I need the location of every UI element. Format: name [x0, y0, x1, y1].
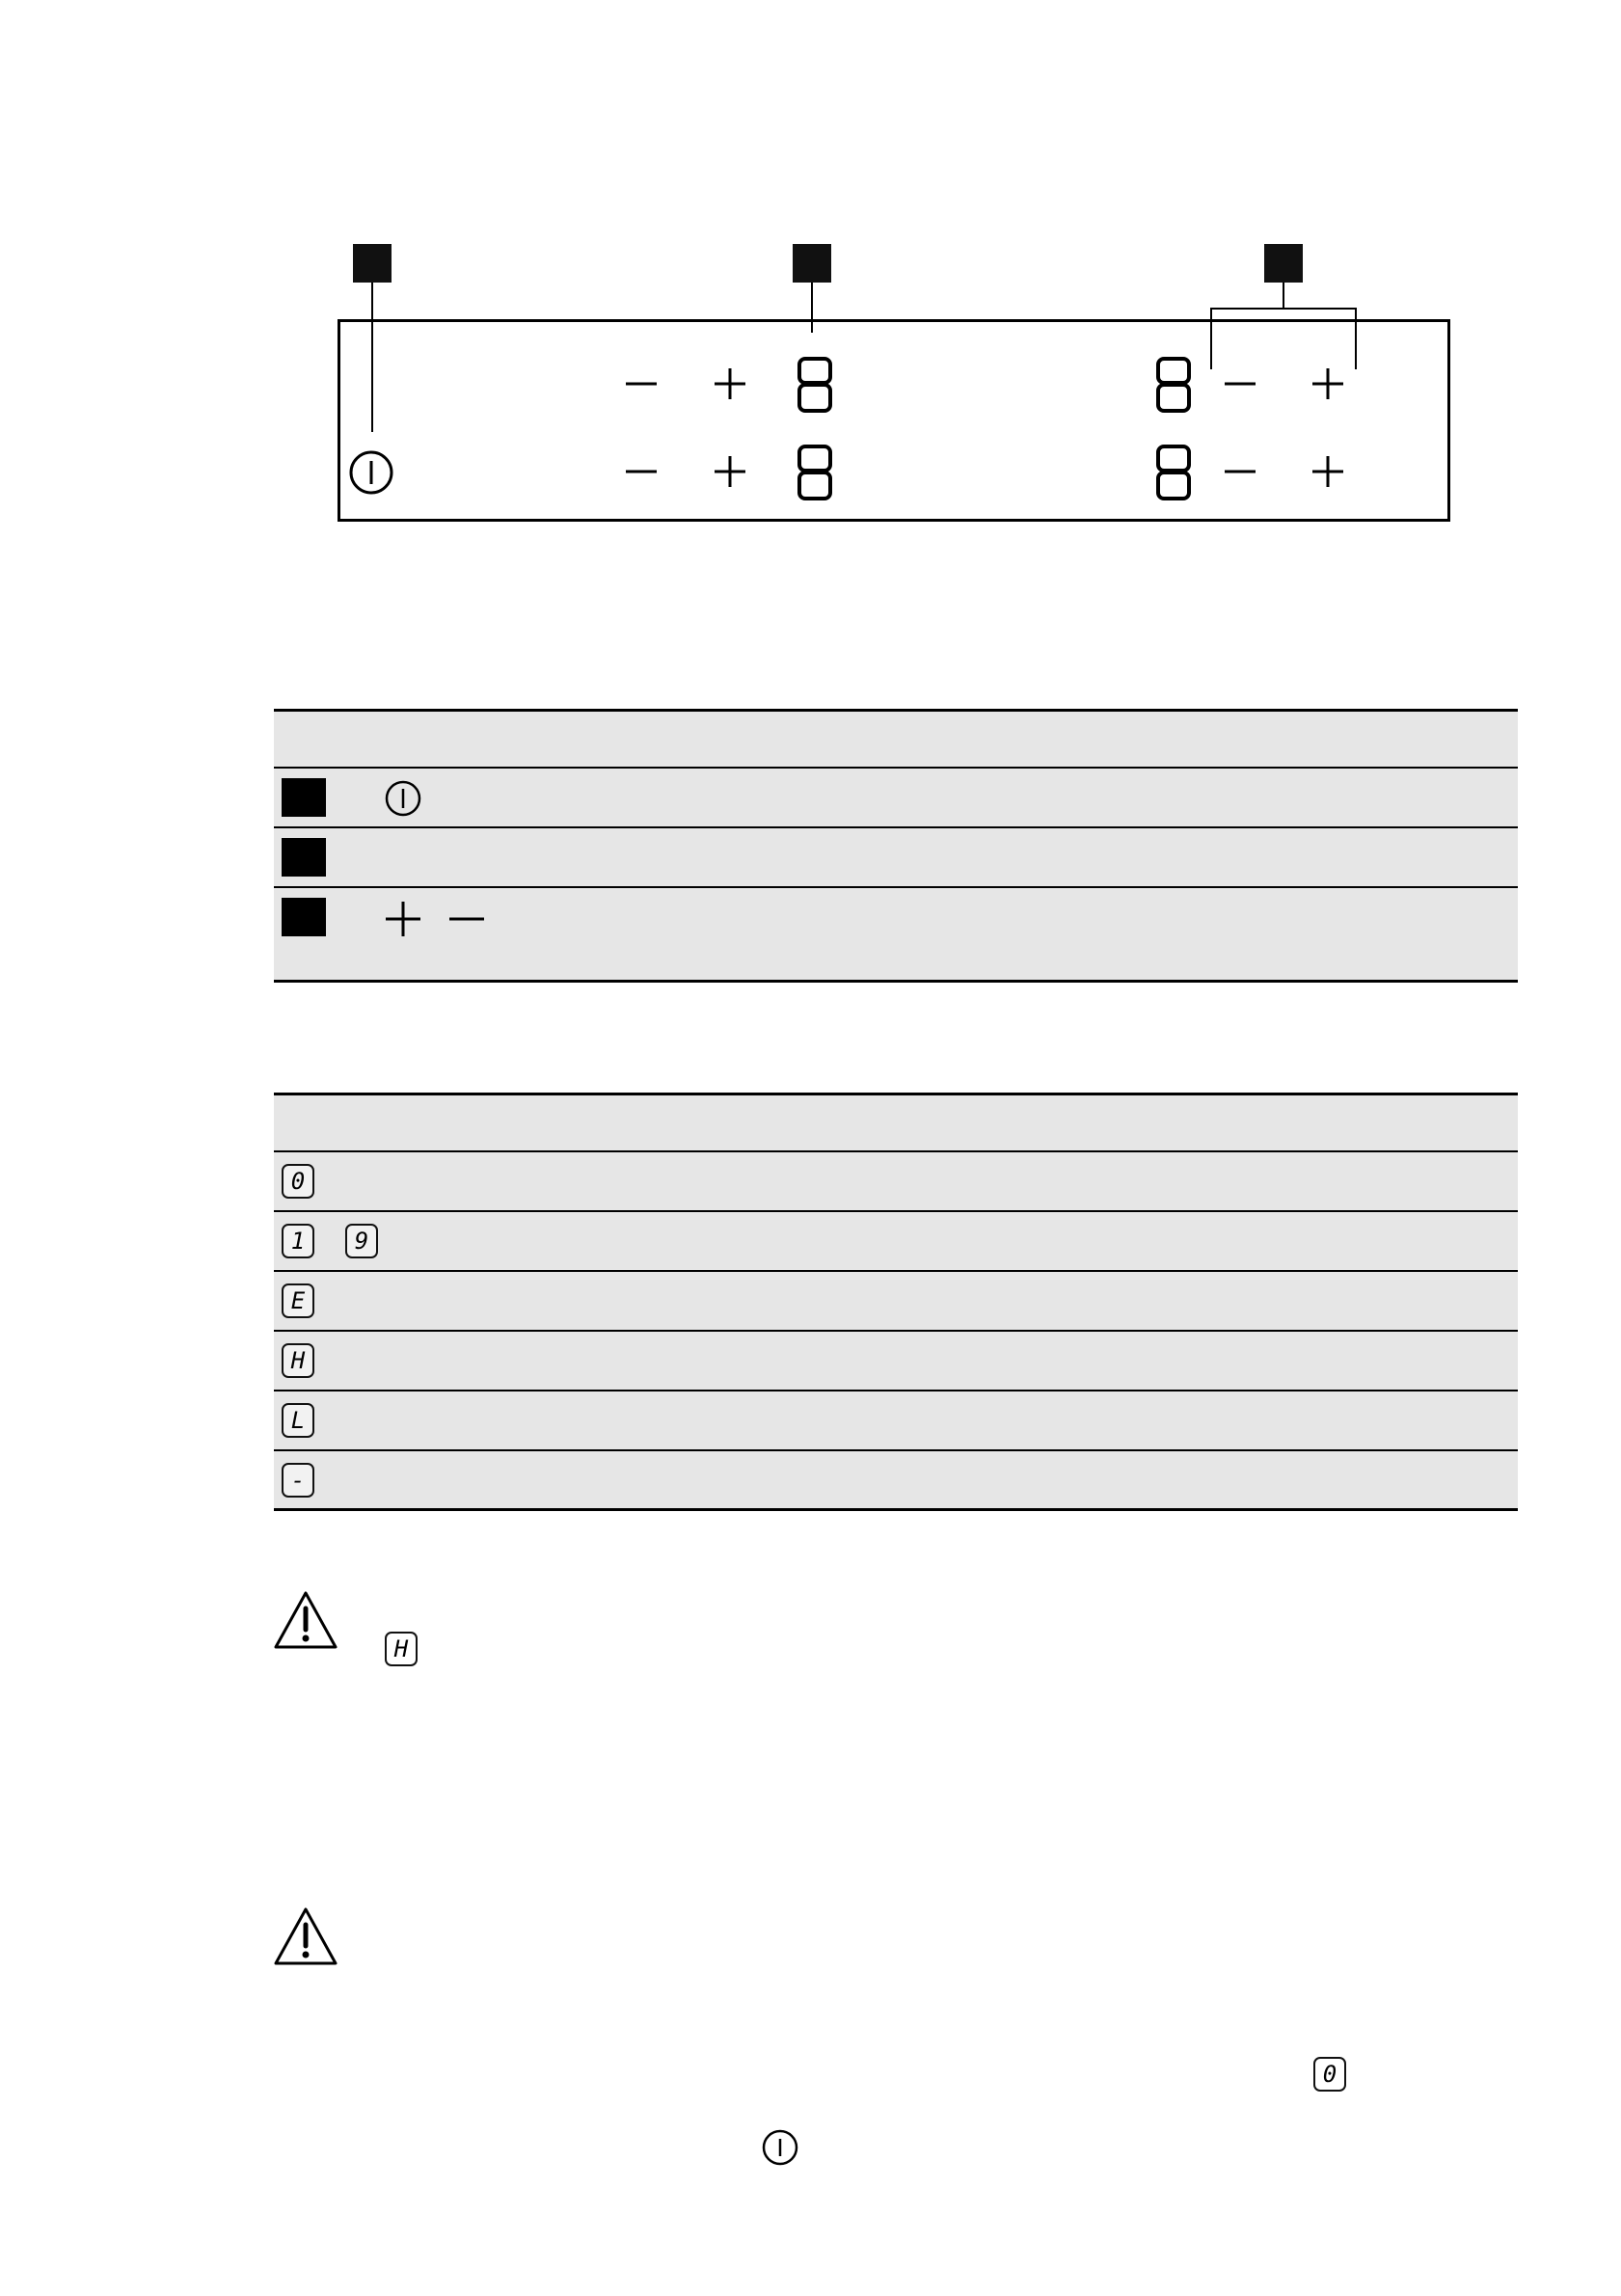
minus-icon [447, 900, 486, 938]
plus-button-zone-3[interactable] [1309, 365, 1347, 403]
display-H-icon: H [385, 1632, 418, 1666]
hob-panel [338, 319, 1450, 522]
display-table [274, 1093, 1518, 1511]
display-H-icon: H [282, 1343, 314, 1378]
minus-icon [1221, 452, 1259, 491]
table-row [274, 888, 1518, 983]
minus-icon [1221, 365, 1259, 403]
table-row [274, 769, 1518, 828]
callout-marker-3 [282, 898, 326, 936]
display-0-icon: 0 [282, 1164, 314, 1199]
table-row [274, 1391, 1518, 1451]
table-row [274, 1272, 1518, 1332]
minus-button-zone-1[interactable] [622, 365, 661, 403]
table-header-row [274, 712, 1518, 769]
plus-button-zone-4[interactable] [1309, 452, 1347, 491]
controls-table [274, 709, 1518, 983]
minus-icon [622, 452, 661, 491]
heat-setting-display-zone-2 [796, 444, 834, 501]
power-icon [761, 2128, 799, 2167]
display-dash-icon: - [282, 1463, 314, 1498]
heat-setting-display-zone-1 [796, 356, 834, 414]
plus-icon [1309, 365, 1347, 403]
callout-marker-2 [282, 838, 326, 877]
table-header-row [274, 1095, 1518, 1152]
power-icon [348, 449, 394, 496]
minus-icon [622, 365, 661, 403]
heat-setting-display-zone-4 [1154, 444, 1193, 501]
table-row [274, 1212, 1518, 1272]
table-row [274, 828, 1518, 888]
callout-1 [353, 244, 392, 283]
callout-marker-1 [282, 778, 326, 817]
plus-button-zone-1[interactable] [711, 365, 749, 403]
heat-setting-display-zone-3 [1154, 356, 1193, 414]
callout-3 [1264, 244, 1303, 283]
plus-button-zone-2[interactable] [711, 452, 749, 491]
display-9-icon: 9 [345, 1224, 378, 1258]
bracket-top [1210, 308, 1357, 310]
plus-icon [711, 452, 749, 491]
display-0-icon: 0 [1313, 2057, 1346, 2092]
table-row [274, 1451, 1518, 1511]
warning-triangle-icon [272, 1905, 339, 1967]
plus-icon [1309, 452, 1347, 491]
plus-icon [384, 900, 422, 938]
power-icon [384, 779, 422, 818]
plus-icon [711, 365, 749, 403]
display-E-icon: E [282, 1283, 314, 1318]
table-row [274, 1152, 1518, 1212]
minus-button-zone-4[interactable] [1221, 452, 1259, 491]
display-L-icon: L [282, 1403, 314, 1438]
callout-2 [793, 244, 831, 283]
leader-line-3 [1283, 283, 1284, 309]
minus-button-zone-2[interactable] [622, 452, 661, 491]
display-1-icon: 1 [282, 1224, 314, 1258]
table-row [274, 1332, 1518, 1391]
power-button[interactable] [348, 449, 394, 496]
warning-triangle-icon [272, 1589, 339, 1651]
minus-button-zone-3[interactable] [1221, 365, 1259, 403]
